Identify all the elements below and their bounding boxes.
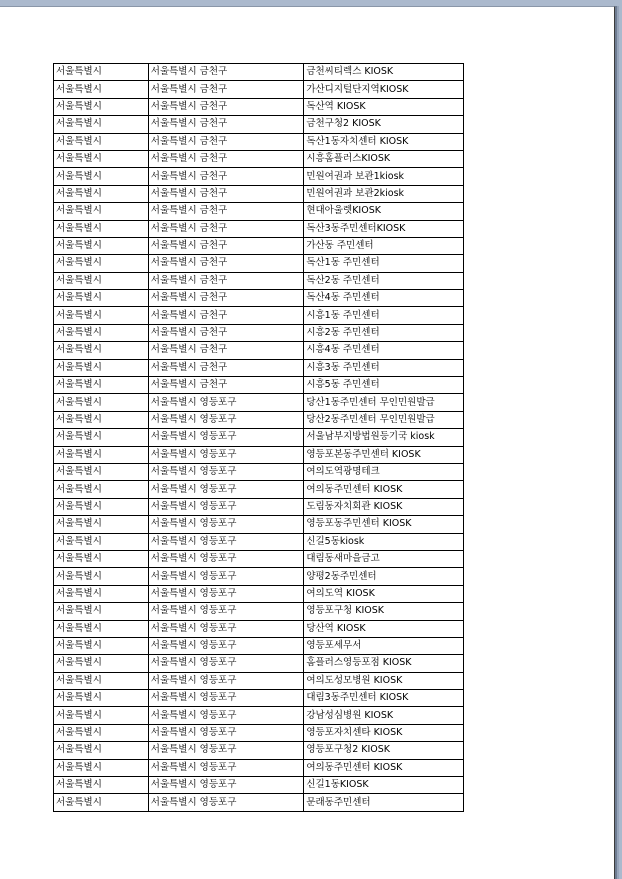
cell-sido: 서울특별시 <box>54 550 149 567</box>
cell-sido: 서울특별시 <box>54 168 149 185</box>
cell-sido: 서울특별시 <box>54 324 149 341</box>
cell-sido: 서울특별시 <box>54 481 149 498</box>
cell-sigungu: 서울특별시 금천구 <box>148 377 304 394</box>
cell-sido: 서울특별시 <box>54 185 149 202</box>
cell-location: 신길1동KIOSK <box>304 777 464 794</box>
cell-sido: 서울특별시 <box>54 429 149 446</box>
cell-sigungu: 서울특별시 영등포구 <box>148 724 304 741</box>
table-row <box>54 324 464 341</box>
cell-sigungu: 서울특별시 영등포구 <box>148 429 304 446</box>
cell-sido: 서울특별시 <box>54 742 149 759</box>
cell-sigungu: 서울특별시 금천구 <box>148 185 304 202</box>
table-row <box>54 307 464 324</box>
cell-sido: 서울특별시 <box>54 272 149 289</box>
cell-location: 현대아울렛KIOSK <box>304 203 464 220</box>
cell-sido: 서울특별시 <box>54 359 149 376</box>
cell-sido: 서울특별시 <box>54 237 149 254</box>
cell-location: 민원여권과 보관1kiosk <box>304 168 464 185</box>
cell-sigungu: 서울특별시 금천구 <box>148 98 304 115</box>
cell-sigungu: 서울특별시 금천구 <box>148 133 304 150</box>
cell-sido: 서울특별시 <box>54 637 149 654</box>
table-row <box>54 794 464 811</box>
cell-sigungu: 서울특별시 영등포구 <box>148 585 304 602</box>
cell-sigungu: 서울특별시 영등포구 <box>148 516 304 533</box>
cell-location: 민원여권과 보관2kiosk <box>304 185 464 202</box>
cell-location: 영등포세무서 <box>304 637 464 654</box>
table-row <box>54 220 464 237</box>
cell-sido: 서울특별시 <box>54 203 149 220</box>
table-row <box>54 620 464 637</box>
table-row <box>54 64 464 81</box>
cell-location: 금천구청2 KIOSK <box>304 116 464 133</box>
cell-sido: 서울특별시 <box>54 377 149 394</box>
table-row <box>54 742 464 759</box>
cell-sido: 서울특별시 <box>54 133 149 150</box>
cell-location: 시흥3동 주민센터 <box>304 359 464 376</box>
table-row <box>54 255 464 272</box>
cell-location: 독산1동자치센터 KIOSK <box>304 133 464 150</box>
cell-sigungu: 서울특별시 금천구 <box>148 324 304 341</box>
table-row <box>54 394 464 411</box>
cell-location: 신길5동kiosk <box>304 533 464 550</box>
cell-sido: 서울특별시 <box>54 672 149 689</box>
cell-sigungu: 서울특별시 영등포구 <box>148 446 304 463</box>
cell-sido: 서울특별시 <box>54 150 149 167</box>
cell-sigungu: 서울특별시 금천구 <box>148 255 304 272</box>
table-row <box>54 290 464 307</box>
table-row <box>54 116 464 133</box>
table-row <box>54 498 464 515</box>
cell-sigungu: 서울특별시 금천구 <box>148 342 304 359</box>
cell-sigungu: 서울특별시 금천구 <box>148 116 304 133</box>
cell-sido: 서울특별시 <box>54 394 149 411</box>
cell-sigungu: 서울특별시 영등포구 <box>148 690 304 707</box>
table-row <box>54 411 464 428</box>
cell-location: 시흥홈플러스KIOSK <box>304 150 464 167</box>
table-row <box>54 637 464 654</box>
cell-sigungu: 서울특별시 금천구 <box>148 220 304 237</box>
table-row <box>54 185 464 202</box>
table-row <box>54 429 464 446</box>
cell-location: 대림동새마을금고 <box>304 550 464 567</box>
cell-sigungu: 서울특별시 영등포구 <box>148 777 304 794</box>
cell-sigungu: 서울특별시 영등포구 <box>148 794 304 811</box>
cell-sigungu: 서울특별시 금천구 <box>148 64 304 81</box>
cell-sido: 서울특별시 <box>54 759 149 776</box>
table-row <box>54 533 464 550</box>
cell-sigungu: 서울특별시 영등포구 <box>148 411 304 428</box>
table-row <box>54 568 464 585</box>
table-row <box>54 516 464 533</box>
cell-location: 여의동주민센터 KIOSK <box>304 481 464 498</box>
table-row <box>54 707 464 724</box>
cell-location: 시흥5동 주민센터 <box>304 377 464 394</box>
cell-sigungu: 서울특별시 영등포구 <box>148 603 304 620</box>
cell-location: 영등포자치센타 KIOSK <box>304 724 464 741</box>
cell-location: 가산디지털단지역KIOSK <box>304 81 464 98</box>
table-row <box>54 98 464 115</box>
cell-location: 금천씨티렉스 KIOSK <box>304 64 464 81</box>
cell-sido: 서울특별시 <box>54 411 149 428</box>
cell-sigungu: 서울특별시 영등포구 <box>148 707 304 724</box>
cell-sigungu: 서울특별시 영등포구 <box>148 742 304 759</box>
cell-sido: 서울특별시 <box>54 307 149 324</box>
table-row <box>54 759 464 776</box>
table-row <box>54 585 464 602</box>
cell-sigungu: 서울특별시 영등포구 <box>148 568 304 585</box>
cell-sido: 서울특별시 <box>54 690 149 707</box>
table-row <box>54 446 464 463</box>
table-row <box>54 672 464 689</box>
cell-sido: 서울특별시 <box>54 655 149 672</box>
cell-location: 당산1동주민센터 무인민원발급 <box>304 394 464 411</box>
cell-sido: 서울특별시 <box>54 585 149 602</box>
cell-sigungu: 서울특별시 금천구 <box>148 359 304 376</box>
table-row <box>54 237 464 254</box>
cell-sido: 서울특별시 <box>54 255 149 272</box>
cell-sido: 서울특별시 <box>54 707 149 724</box>
table-row <box>54 655 464 672</box>
cell-location: 강남성심병원 KIOSK <box>304 707 464 724</box>
cell-sigungu: 서울특별시 영등포구 <box>148 550 304 567</box>
table-row <box>54 168 464 185</box>
cell-sigungu: 서울특별시 영등포구 <box>148 759 304 776</box>
cell-sigungu: 서울특별시 영등포구 <box>148 463 304 480</box>
cell-location: 독산역 KIOSK <box>304 98 464 115</box>
cell-sigungu: 서울특별시 금천구 <box>148 81 304 98</box>
cell-sigungu: 서울특별시 영등포구 <box>148 394 304 411</box>
table-row <box>54 550 464 567</box>
table-row <box>54 690 464 707</box>
cell-sigungu: 서울특별시 영등포구 <box>148 637 304 654</box>
cell-sido: 서울특별시 <box>54 220 149 237</box>
cell-sido: 서울특별시 <box>54 724 149 741</box>
cell-sido: 서울특별시 <box>54 777 149 794</box>
cell-location: 영등포본동주민센터 KIOSK <box>304 446 464 463</box>
cell-sido: 서울특별시 <box>54 620 149 637</box>
cell-sigungu: 서울특별시 금천구 <box>148 307 304 324</box>
cell-location: 영등포동주민센터 KIOSK <box>304 516 464 533</box>
table-row <box>54 203 464 220</box>
cell-location: 여의도역 KIOSK <box>304 585 464 602</box>
table-row <box>54 603 464 620</box>
cell-sido: 서울특별시 <box>54 603 149 620</box>
cell-sido: 서울특별시 <box>54 290 149 307</box>
cell-location: 독산3동주민센터KIOSK <box>304 220 464 237</box>
cell-location: 영등포구청 KIOSK <box>304 603 464 620</box>
table-row <box>54 150 464 167</box>
cell-sido: 서울특별시 <box>54 98 149 115</box>
cell-sido: 서울특별시 <box>54 498 149 515</box>
cell-sigungu: 서울특별시 영등포구 <box>148 481 304 498</box>
cell-location: 시흥2동 주민센터 <box>304 324 464 341</box>
table-row <box>54 342 464 359</box>
cell-location: 영등포구청2 KIOSK <box>304 742 464 759</box>
cell-sigungu: 서울특별시 금천구 <box>148 168 304 185</box>
cell-location: 여의동주민센터 KIOSK <box>304 759 464 776</box>
table-row <box>54 481 464 498</box>
table-row <box>54 359 464 376</box>
cell-sido: 서울특별시 <box>54 568 149 585</box>
cell-location: 독산1동 주민센터 <box>304 255 464 272</box>
table-row <box>54 724 464 741</box>
cell-sido: 서울특별시 <box>54 794 149 811</box>
cell-sido: 서울특별시 <box>54 81 149 98</box>
kiosk-location-table <box>53 63 464 812</box>
cell-location: 여의도성모병원 KIOSK <box>304 672 464 689</box>
table-row <box>54 777 464 794</box>
cell-location: 시흥4동 주민센터 <box>304 342 464 359</box>
cell-sido: 서울특별시 <box>54 516 149 533</box>
cell-sigungu: 서울특별시 영등포구 <box>148 498 304 515</box>
cell-location: 대림3동주민센터 KIOSK <box>304 690 464 707</box>
table-row <box>54 463 464 480</box>
cell-location: 여의도역광명테크 <box>304 463 464 480</box>
table-row <box>54 272 464 289</box>
table-row <box>54 377 464 394</box>
cell-sido: 서울특별시 <box>54 342 149 359</box>
cell-location: 가산동 주민센터 <box>304 237 464 254</box>
cell-sido: 서울특별시 <box>54 64 149 81</box>
cell-location: 서울남부지방법원등기국 kiosk <box>304 429 464 446</box>
cell-location: 시흥1동 주민센터 <box>304 307 464 324</box>
table-row <box>54 81 464 98</box>
cell-sigungu: 서울특별시 영등포구 <box>148 533 304 550</box>
table-row <box>54 133 464 150</box>
table-body <box>54 64 464 812</box>
cell-location: 문래동주민센터 <box>304 794 464 811</box>
cell-location: 홈플러스영등포점 KIOSK <box>304 655 464 672</box>
cell-sigungu: 서울특별시 영등포구 <box>148 672 304 689</box>
cell-location: 양평2동주민센터 <box>304 568 464 585</box>
cell-location: 도림동자치회관 KIOSK <box>304 498 464 515</box>
cell-sido: 서울특별시 <box>54 116 149 133</box>
cell-sido: 서울특별시 <box>54 446 149 463</box>
cell-sigungu: 서울특별시 영등포구 <box>148 655 304 672</box>
cell-sigungu: 서울특별시 금천구 <box>148 203 304 220</box>
cell-sido: 서울특별시 <box>54 463 149 480</box>
cell-location: 독산4동 주민센터 <box>304 290 464 307</box>
cell-sigungu: 서울특별시 금천구 <box>148 272 304 289</box>
document-page <box>0 6 615 879</box>
cell-location: 독산2동 주민센터 <box>304 272 464 289</box>
cell-sigungu: 서울특별시 금천구 <box>148 150 304 167</box>
cell-sido: 서울특별시 <box>54 533 149 550</box>
cell-sigungu: 서울특별시 영등포구 <box>148 620 304 637</box>
cell-location: 당산역 KIOSK <box>304 620 464 637</box>
cell-location: 당산2동주민센터 무인민원발급 <box>304 411 464 428</box>
cell-sigungu: 서울특별시 금천구 <box>148 290 304 307</box>
cell-sigungu: 서울특별시 금천구 <box>148 237 304 254</box>
